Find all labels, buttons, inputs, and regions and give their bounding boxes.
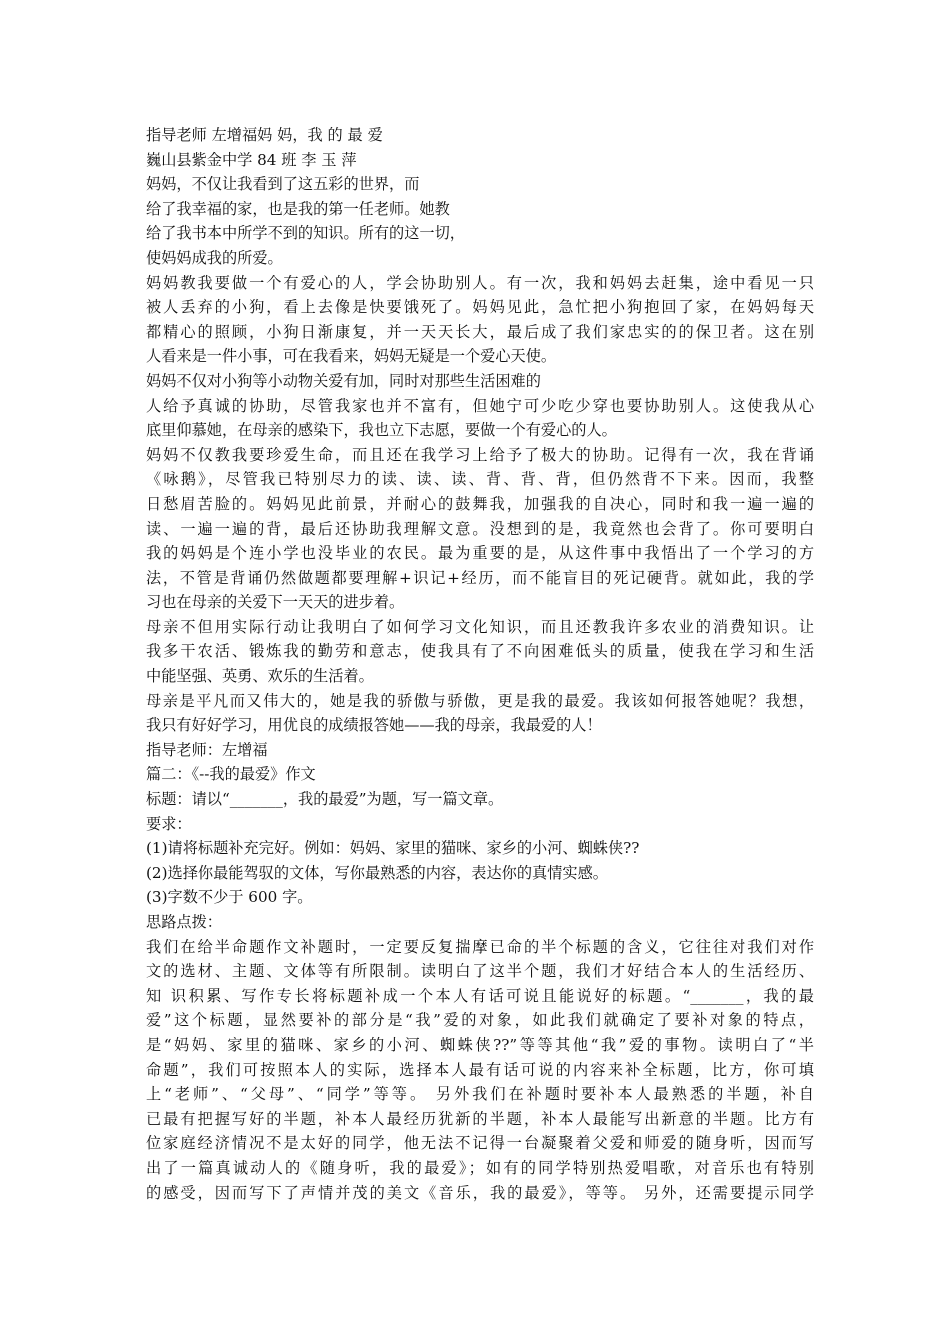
text-line: 妈妈不仅对小狗等小动物关爱有加，同时对那些生活困难的	[146, 371, 541, 390]
text-line: 文的选材、主题、文体等有所限制。读明白了这半个题，我们才好结合本人的生活经历、	[146, 962, 814, 981]
document-body	[146, 123, 814, 1205]
text-line: 妈妈教我要做一个有爱心的人，学会协助别人。有一次，我和妈妈去赶集，途中看见一只	[146, 273, 814, 292]
text-line: 被人丢弃的小狗，看上去像是快要饿死了。妈妈见此，急忙把小狗抱回了家，在妈妈每天	[146, 298, 814, 317]
text-line: 巍山县紫金中学 84 班 李 玉 萍	[146, 150, 357, 169]
text-line: 习也在母亲的关爱下一天天的进步着。	[146, 593, 405, 612]
text-line: 中能坚强、英勇、欢乐的生活着。	[146, 667, 374, 686]
text-line: 妈妈不仅教我要珍爱生命，而且还在我学习上给予了极大的协助。记得有一次，我在背诵	[146, 445, 814, 464]
text-line: 命题”，我们可按照本人的实际，选择本人最有话可说的内容来补全标题，比方，你可填	[146, 1060, 814, 1079]
text-line: 使妈妈成我的所爱。	[146, 248, 283, 267]
text-line: 指导老师：左增福	[146, 740, 268, 759]
text-line: 妈妈，不仅让我看到了这五彩的世界，而	[146, 175, 420, 194]
text-line: 指导老师 左增福妈 妈，我 的 最 爱	[146, 126, 383, 144]
text-line: 我多干农活、锻炼我的勤劳和意志，使我具有了不向困难低头的质量，使我在学习和生活	[146, 642, 814, 661]
text-line: (2)选择你最能驾驭的文体，写你最熟悉的内容，表达你的真情实感。	[146, 863, 608, 882]
text-line: 爱”这个标题，显然要补的部分是“我”爱的对象，如此我们就确定了要补对象的特点，	[146, 1011, 814, 1030]
text-line: 《咏鹅》，尽管我已特别尽力的读、读、读、背、背、背，但仍然背不下来。因而，我整	[146, 470, 814, 489]
text-line: 都精心的照顾，小狗日渐康复，并一天天长大，最后成了我们家忠实的的保卫者。这在别	[146, 322, 814, 341]
text-line: 思路点拨：	[146, 913, 222, 931]
text-line: 位家庭经济情况不是太好的同学，他无法不记得一台凝聚着父爱和师爱的随身听，因而写	[146, 1134, 814, 1153]
text-line: 母亲不但用实际行动让我明白了如何学习文化知识，而且还教我许多农业的消费知识。让	[146, 617, 814, 636]
text-line: 出了一篇真诚动人的《随身听，我的最爱》；如有的同学特别热爱唱歌，对音乐也有特别	[146, 1158, 814, 1177]
text-line: 上“老师”、“父母”、“同学”等等。 另外我们在补题时要补本人最熟悉的半题，补自	[146, 1085, 814, 1104]
text-line: 法，不管是背诵仍然做题都要理解+识记+经历，而不能盲目的死记硬背。就如此，我的学	[146, 568, 814, 587]
text-line: 我只有好好学习，用优良的成绩报答她——我的母亲，我最爱的人！	[146, 716, 602, 735]
text-line: 读、一遍一遍的背，最后还协助我理解文意。没想到的是，我竟然也会背了。你可要明白	[146, 519, 814, 538]
text-line: (3)字数不少于 600 字。	[146, 888, 313, 907]
text-line: 给了我幸福的家，也是我的第一任老师。她教	[146, 199, 450, 218]
text-line: 已最有把握写好的半题，补本人最经历犹新的半题，补本人最能写出新意的半题。比方有	[146, 1109, 814, 1128]
text-line: (1)请将标题补充完好。例如：妈妈、家里的猫咪、家乡的小河、蜘蛛侠??	[146, 839, 640, 858]
text-line: 给了我书本中所学不到的知识。所有的这一切，	[146, 224, 465, 243]
text-line: 日愁眉苦脸的。妈妈见此前景，并耐心的鼓舞我，加强我的自决心，同时和我一遍一遍的	[146, 494, 814, 513]
text-line: 篇二：《--我的最爱》作文	[146, 765, 316, 784]
text-line: 人给予真诚的协助，尽管我家也并不富有，但她宁可少吃少穿也要协助别人。这使我从心	[146, 396, 814, 415]
text-line: 要求：	[146, 814, 192, 833]
text-line: 人看来是一件小事，可在我看来，妈妈无疑是一个爱心天使。	[146, 347, 557, 366]
text-line: 我的妈妈是个连小学也没毕业的农民。最为重要的是，从这件事中我悟出了一个学习的方	[146, 544, 814, 563]
text-line: 知 识积累、写作专长将标题补成一个本人有话可说且能说好的标题。“_______，我的最	[146, 986, 814, 1005]
text-line: 我们在给半命题作文补题时，一定要反复揣摩已命的半个标题的含义，它往往对我们对作	[146, 937, 814, 956]
text-line: 标题：请以“_______，我的最爱”为题，写一篇文章。	[146, 790, 504, 809]
text-line: 底里仰慕她，在母亲的感染下，我也立下志愿，要做一个有爱心的人。	[146, 421, 617, 440]
text-line: 母亲是平凡而又伟大的，她是我的骄傲与骄傲，更是我的最爱。我该如何报答她呢？我想，	[146, 691, 814, 710]
text-line: 的感受，因而写下了声情并茂的美文《音乐，我的最爱》，等等。 另外，还需要提示同学	[146, 1183, 814, 1202]
text-line: 是“妈妈、家里的猫咪、家乡的小河、蜘蛛侠??”等等其他“我”爱的事物。读明白了“半	[146, 1035, 814, 1054]
